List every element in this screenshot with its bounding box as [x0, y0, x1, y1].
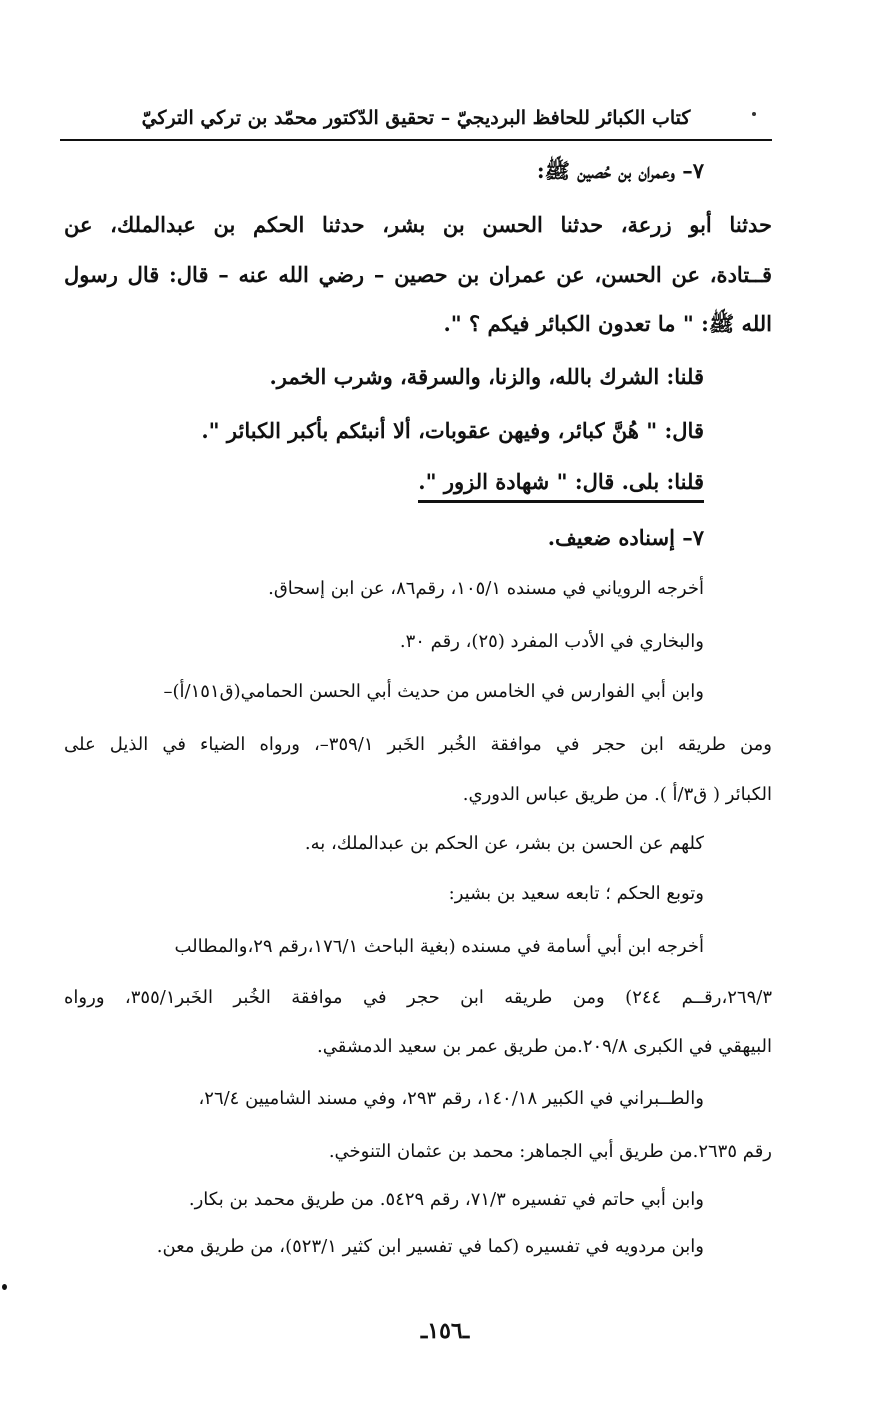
- note-line: أخرجه ابن أبي أسامة في مسنده (بغية الباحث ١٧٦/١،رقم ٢٩،والمطالب: [174, 936, 704, 957]
- hadith-line: قلنا: الشرك بالله، والزنا، والسرقة، وشرب الخمر.: [269, 364, 704, 389]
- note-line: ٢٦٩/٣،رقــم ٢٤٤) ومن طريقه ابن حجر في موافقة الخُبر الخَبر٣٥٥/١، ورواه: [64, 987, 773, 1008]
- note-line: أخرجه الروياني في مسنده ١٠٥/١، رقم٨٦، عن ابن إسحاق.: [268, 578, 704, 599]
- note-line: ومن طريقه ابن حجر في موافقة الخُبر الخَبر ٣٥٩/١–، ورواه الضياء في الذيل على: [64, 734, 772, 755]
- header-rule: [60, 139, 772, 141]
- note-line: وابن أبي حاتم في تفسيره ٧١/٣، رقم ٥٤٢٩. من طريق محمد بن بكار.: [188, 1189, 704, 1210]
- note-line: وابن أبي الفوارس في الخامس من حديث أبي الحسن الحمامي(ق١٥١/أ)–: [163, 681, 704, 702]
- hadith-heading: ٧– وعمران بن حُصين ﷺ:: [536, 158, 704, 183]
- note-line: والطــبراني في الكبير ١٤٠/١٨، رقم ٢٩٣، وفي مسند الشاميين ٢٦/٤،: [198, 1088, 704, 1109]
- hadith-last-line: قلنا: بلى. قال: " شهادة الزور ".: [418, 469, 704, 503]
- note-line: كلهم عن الحسن بن بشر، عن الحكم بن عبدالملك، به.: [304, 833, 704, 854]
- hadith-line: قــتادة، عن الحسن، عن عمران بن حصين – رضي الله عنه – قال: قال رسول: [64, 262, 772, 287]
- note-line: الكبائر ( ق٣/أ ). من طريق عباس الدوري.: [462, 784, 772, 805]
- note-line: البيهقي في الكبرى ٢٠٩/٨.من طريق عمر بن سعيد الدمشقي.: [316, 1036, 772, 1057]
- hadith-line: حدثنا أبو زرعة، حدثنا الحسن بن بشر، حدثنا الحكم بن عبدالملك، عن: [64, 212, 772, 237]
- notes-heading: ٧– إسناده ضعيف.: [547, 525, 704, 550]
- note-line: وتوبع الحكم ؛ تابعه سعيد بن بشير:: [448, 883, 704, 904]
- margin-mark: [2, 1284, 7, 1290]
- note-line: والبخاري في الأدب المفرد (٢٥)، رقم ٣٠.: [399, 631, 704, 652]
- hadith-line: قال: " هُنَّ كبائر، وفيهن عقوبات، ألا أنبئكم بأكبر الكبائر ".: [201, 418, 704, 443]
- page-number: ـ١٥٦ـ: [420, 1318, 470, 1344]
- note-line: رقم ٢٦٣٥.من طريق أبي الجماهر: محمد بن عثمان التنوخي.: [328, 1141, 772, 1162]
- hadith-line: الله ﷺ: " ما تعدون الكبائر فيكم ؟ ".: [443, 311, 772, 336]
- hadith-line: [418, 464, 704, 500]
- note-line: وابن مردويه في تفسيره (كما في تفسير ابن كثير ٥٢٣/١)، من طريق معن.: [156, 1236, 704, 1257]
- running-header: كتاب الكبائر للحافظ البرديجيّ – تحقيق الدّكتور محمّد بن تركي التركيّ: [141, 107, 691, 129]
